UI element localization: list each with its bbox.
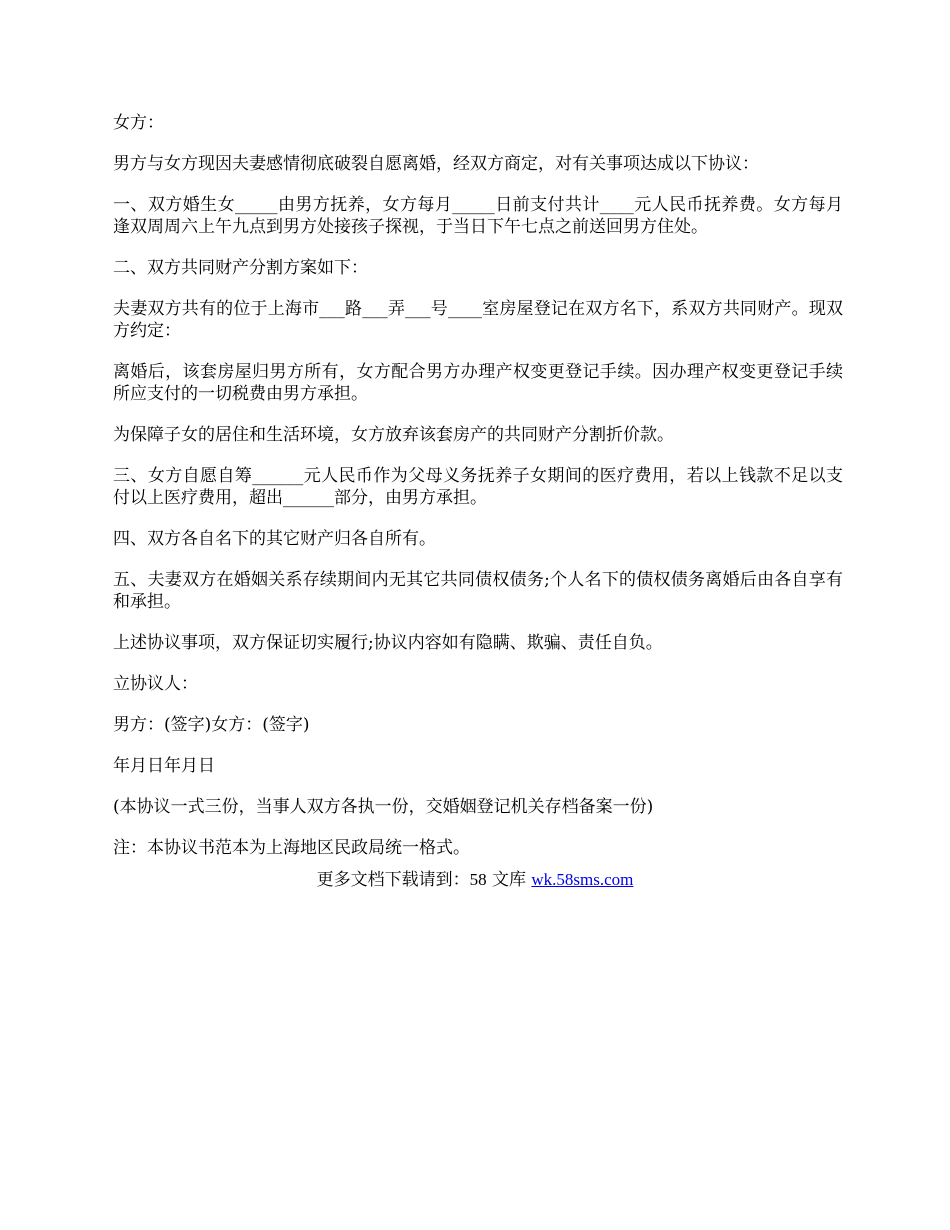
paragraph-clause-1: 一、双方婚生女_____由男方抚养，女方每月_____日前支付共计____元人民币抚养费。女方每月逢双周周六上午九点到男方处接孩子探视，于当日下午七点之前送回男方住处。 xyxy=(113,195,843,237)
footer-number: 58 xyxy=(469,870,487,889)
paragraph-copies-note: (本协议一式三份，当事人双方各执一份，交婚姻登记机关存档备案一份) xyxy=(113,797,654,817)
paragraph-clause-4: 四、双方各自名下的其它财产归各自所有。 xyxy=(113,529,436,549)
paragraph-preamble: 男方与女方现因夫妻感情彻底破裂自愿离婚，经双方商定，对有关事项达成以下协议： xyxy=(113,154,759,174)
document-body xyxy=(113,112,843,878)
paragraph-template-note: 注：本协议书范本为上海地区民政局统一格式。 xyxy=(113,838,470,858)
paragraph-property-ownership: 离婚后，该套房屋归男方所有，女方配合男方办理产权变更登记手续。因办理产权变更登记手续所应支付的一切税费由男方承担。 xyxy=(113,362,843,404)
paragraph-signatories-label: 立协议人： xyxy=(113,674,198,694)
paragraph-dates: 年月日年月日 xyxy=(113,756,215,776)
footer-link[interactable]: wk.58sms.com xyxy=(531,870,634,889)
paragraph-property-description: 夫妻双方共有的位于上海市___路___弄___号____室房屋登记在双方名下，系双方共同财产。现双方约定： xyxy=(113,299,843,341)
paragraph-clause-5: 五、夫妻双方在婚姻关系存续期间内无其它共同债权债务;个人名下的债权债务离婚后由各自享有和承担。 xyxy=(113,570,843,612)
paragraph-property-waiver: 为保障子女的居住和生活环境，女方放弃该套房产的共同财产分割折价款。 xyxy=(113,425,674,445)
paragraph-signatures: 男方：(签字)女方：(签字) xyxy=(113,715,310,735)
paragraph-clause-3: 三、女方自愿自筹______元人民币作为父母义务抚养子女期间的医疗费用，若以上钱款不足以支付以上医疗费用，超出______部分，由男方承担。 xyxy=(113,466,843,508)
download-footer xyxy=(0,869,950,891)
footer-prefix: 更多文档下载请到： xyxy=(316,870,470,890)
footer-suffix: 文库 xyxy=(492,870,526,890)
paragraph-guarantee: 上述协议事项，双方保证切实履行;协议内容如有隐瞒、欺骗、责任自负。 xyxy=(113,633,663,653)
paragraph-wife-header: 女方： xyxy=(113,113,164,133)
paragraph-clause-2-heading: 二、双方共同财产分割方案如下： xyxy=(113,258,368,278)
